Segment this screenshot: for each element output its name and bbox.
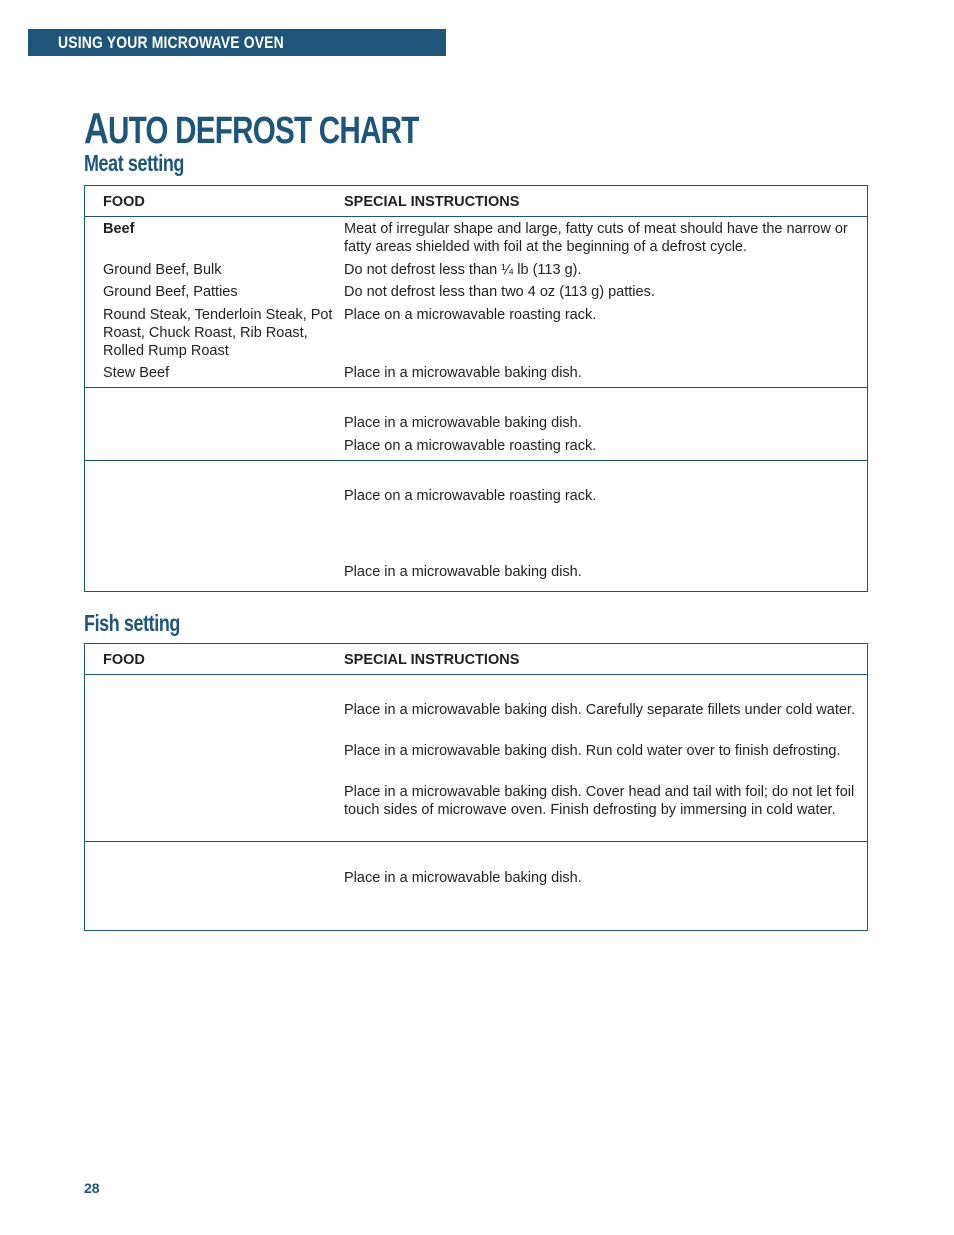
instructions-cell: Place in a microwavable baking dish. bbox=[344, 564, 582, 580]
table-row bbox=[85, 364, 867, 382]
food-cell bbox=[85, 742, 344, 760]
meat-chart-header bbox=[85, 186, 867, 217]
instructions-cell: Place in a microwavable baking dish. Cover head and tail with foil; do not let foil touch sides of microwave oven. Finish defrosting by immersing in cold water. bbox=[344, 784, 855, 818]
instructions-cell: Place on a microwavable roasting rack. bbox=[344, 438, 597, 454]
food-cell bbox=[85, 869, 344, 887]
instructions-cell: Place in a microwavable baking dish. bbox=[344, 415, 582, 431]
instructions-cell: Do not defrost less than ¼ lb (113 g). bbox=[344, 262, 582, 278]
instructions-cell: Place on a microwavable roasting rack. bbox=[344, 488, 597, 504]
food-cell: Stew Beef bbox=[103, 365, 170, 381]
food-cell bbox=[85, 437, 344, 455]
instructions-cell: Place in a microwavable baking dish. bbox=[344, 870, 582, 886]
food-cell: Ground Beef, Patties bbox=[103, 284, 238, 300]
instructions-cell: Do not defrost less than two 4 oz (113 g) patties. bbox=[344, 284, 655, 300]
section-header-label: USING YOUR MICROWAVE OVEN bbox=[58, 33, 284, 52]
table-row bbox=[85, 414, 867, 432]
food-cell: Round Steak, Tenderloin Steak, Pot Roast, Chuck Roast, Rib Roast, Rolled Rump Roast bbox=[103, 307, 333, 359]
instructions-cell: Place in a microwavable baking dish. Carefully separate fillets under cold water. bbox=[344, 702, 855, 718]
table-row bbox=[85, 437, 867, 455]
table-row bbox=[85, 742, 867, 760]
food-cell bbox=[85, 701, 344, 719]
fish-chart-header bbox=[85, 644, 867, 675]
meat-col-instructions-heading: SPECIAL INSTRUCTIONS bbox=[344, 194, 520, 210]
table-row bbox=[85, 220, 867, 256]
food-cell: Beef bbox=[103, 221, 135, 237]
page-title bbox=[84, 104, 419, 154]
table-row bbox=[85, 783, 867, 819]
food-cell bbox=[85, 487, 344, 505]
section-header-bar bbox=[28, 29, 446, 56]
fish-group-2 bbox=[85, 842, 867, 930]
meat-group-3 bbox=[85, 461, 867, 591]
page-title-rest: UTO DEFROST CHART bbox=[108, 110, 419, 152]
instructions-cell: Meat of irregular shape and large, fatty cuts of meat should have the narrow or fatty areas shielded with foil at the beginning of a defrost cycle. bbox=[344, 221, 848, 255]
meat-setting-title: Meat setting bbox=[84, 150, 184, 176]
meat-group-beef bbox=[85, 217, 867, 388]
instructions-cell: Place on a microwavable roasting rack. bbox=[344, 307, 597, 323]
fish-group-1 bbox=[85, 675, 867, 842]
page-number: 28 bbox=[84, 1180, 100, 1196]
table-row bbox=[85, 701, 867, 719]
table-row bbox=[85, 261, 867, 279]
fish-col-instructions-heading: SPECIAL INSTRUCTIONS bbox=[344, 652, 520, 668]
meat-chart bbox=[84, 185, 868, 592]
meat-col-food-heading: FOOD bbox=[103, 194, 145, 210]
food-cell bbox=[85, 783, 344, 819]
page-title-initial: A bbox=[84, 104, 109, 153]
food-cell bbox=[85, 563, 344, 581]
instructions-cell: Place in a microwavable baking dish. Run cold water over to finish defrosting. bbox=[344, 743, 841, 759]
fish-setting-title: Fish setting bbox=[84, 610, 180, 636]
table-row bbox=[85, 283, 867, 301]
table-row bbox=[85, 869, 867, 887]
fish-chart bbox=[84, 643, 868, 931]
table-row bbox=[85, 563, 867, 581]
food-cell bbox=[85, 414, 344, 432]
meat-group-2 bbox=[85, 388, 867, 461]
table-row bbox=[85, 306, 867, 360]
fish-col-food-heading: FOOD bbox=[103, 652, 145, 668]
food-cell: Ground Beef, Bulk bbox=[103, 262, 222, 278]
table-row bbox=[85, 487, 867, 505]
instructions-cell: Place in a microwavable baking dish. bbox=[344, 365, 582, 381]
